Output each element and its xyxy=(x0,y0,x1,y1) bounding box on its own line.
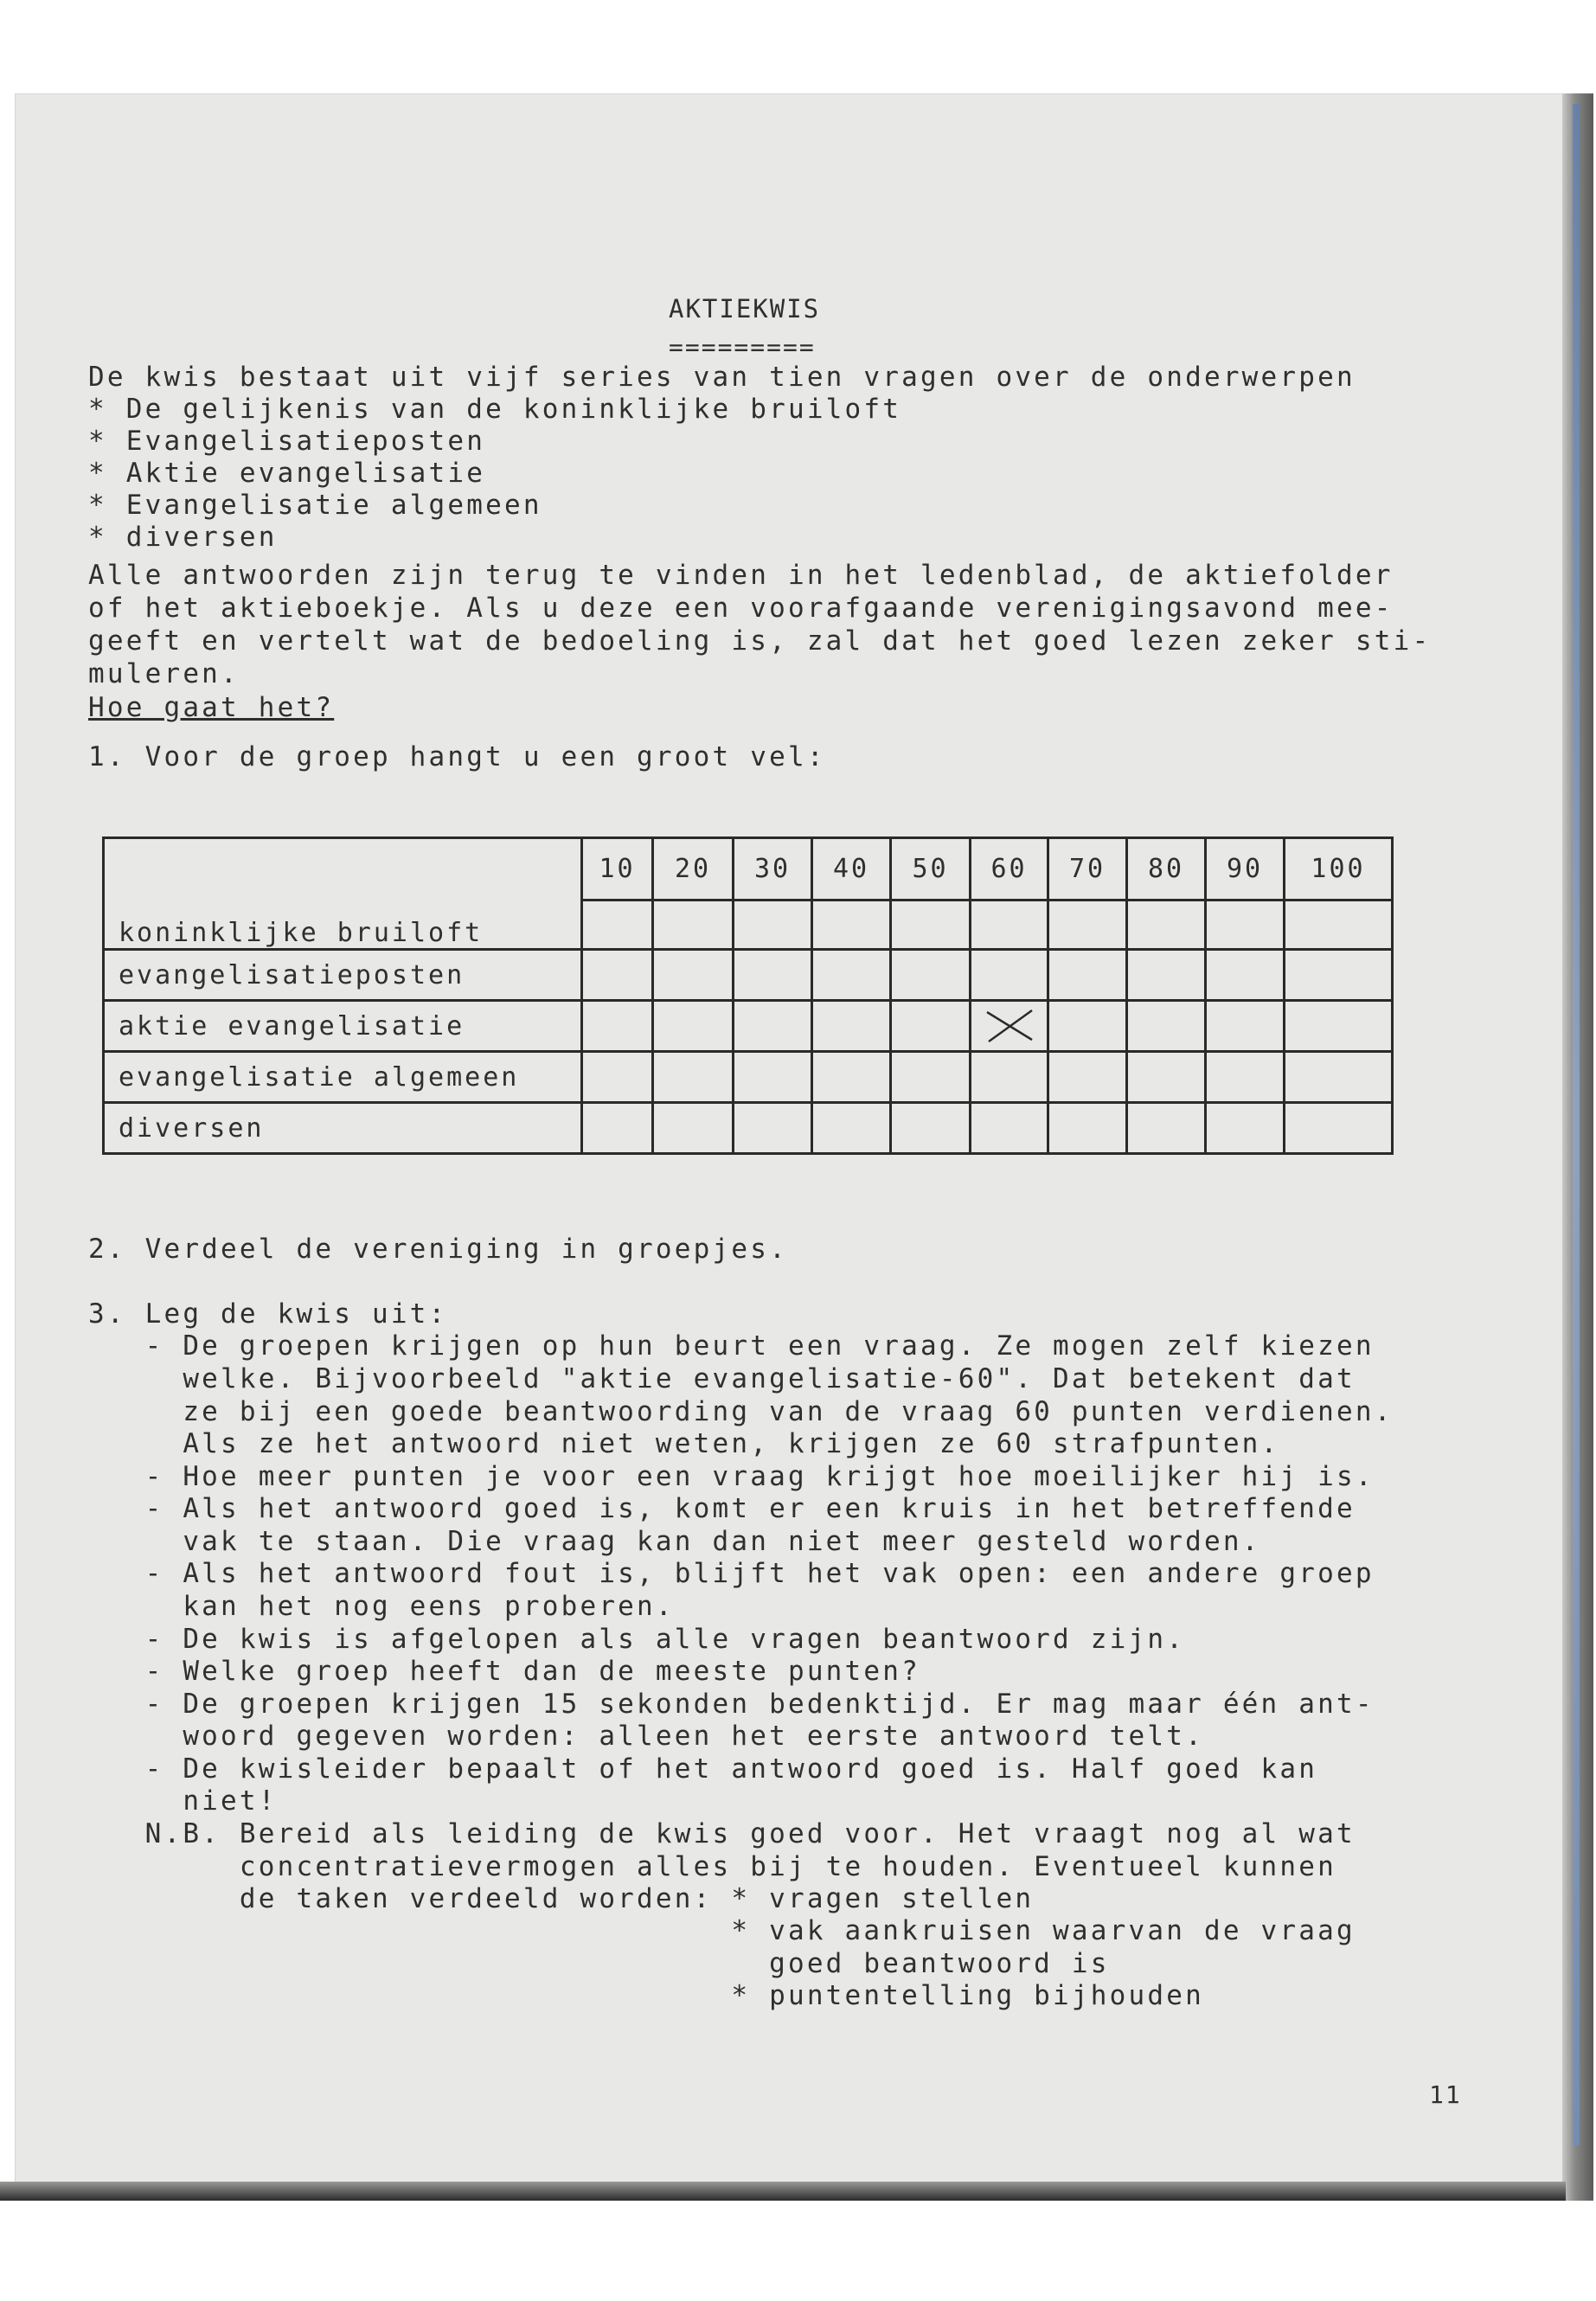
nb-line: * puntentelling bijhouden xyxy=(88,1980,1204,2011)
nb-line: N.B. Bereid als leiding de kwis goed voor. Het vraagt nog al wat xyxy=(88,1818,1356,1849)
points-header: 90 xyxy=(1206,838,1285,901)
paragraph-line: of het aktieboekje. Als u deze een voorafgaande verenigingsavond mee- xyxy=(88,593,1394,624)
step-3-line: - Als het antwoord goed is, komt er een kruis in het betreffende xyxy=(88,1493,1356,1524)
paragraph-line: geeft en vertelt wat de bedoeling is, zal dat het goed lezen zeker sti- xyxy=(88,625,1432,657)
nb-line: * vak aankruisen waarvan de vraag xyxy=(88,1915,1356,1946)
nb-line: de taken verdeeld worden: * vragen stellen xyxy=(88,1883,1035,1914)
points-header: 80 xyxy=(1127,838,1206,901)
document-title: AKTIEKWIS xyxy=(669,294,821,324)
step-3-line: woord gegeven worden: alleen het eerste antwoord telt. xyxy=(88,1721,1204,1752)
topic-item: * Aktie evangelisatie xyxy=(88,458,486,489)
step-3-line: - Hoe meer punten je voor een vraag krijgt hoe moeilijker hij is. xyxy=(88,1461,1375,1492)
cross-mark-icon xyxy=(984,1007,1035,1045)
nb-line: concentratievermogen alles bij te houden. Eventueel kunnen xyxy=(88,1851,1336,1882)
page-number: 11 xyxy=(1429,2080,1462,2109)
points-header: 50 xyxy=(891,838,971,901)
step-3-line: - De kwis is afgelopen als alle vragen beantwoord zijn. xyxy=(88,1624,1186,1655)
topic-item: * De gelijkenis van de koninklijke bruiloft xyxy=(88,394,902,425)
topic-item: * diversen xyxy=(88,522,278,553)
step-3-line: niet! xyxy=(88,1785,278,1817)
step-1: 1. Voor de groep hangt u een groot vel: xyxy=(88,741,826,772)
points-header: 40 xyxy=(812,838,891,901)
nb-line: goed beantwoord is xyxy=(88,1948,1110,1979)
step-3-line: vak te staan. Die vraag kan dan niet meer gesteld worden. xyxy=(88,1526,1261,1557)
row-label: aktie evangelisatie xyxy=(104,1001,582,1052)
points-header: 70 xyxy=(1048,838,1127,901)
subheading: Hoe gaat het? xyxy=(88,692,335,723)
title-underline: ========= xyxy=(669,333,816,362)
row-label: koninklijke bruiloft xyxy=(104,901,582,950)
topic-item: * Evangelisatieposten xyxy=(88,426,486,457)
step-3-line: welke. Bijvoorbeeld "aktie evangelisatie-60". Dat betekent dat xyxy=(88,1363,1356,1394)
step-3-line: - De groepen krijgen op hun beurt een vraag. Ze mogen zelf kiezen xyxy=(88,1330,1375,1362)
points-header: 20 xyxy=(653,838,734,901)
step-3-line: Als ze het antwoord niet weten, krijgen ze 60 strafpunten. xyxy=(88,1428,1280,1459)
step-3-line: - Welke groep heeft dan de meeste punten? xyxy=(88,1656,920,1687)
paragraph-line: muleren. xyxy=(88,658,240,689)
row-label: diversen xyxy=(104,1103,582,1154)
points-header: 100 xyxy=(1285,838,1393,901)
binder-edge xyxy=(1573,104,1580,2145)
step-2: 2. Verdeel de vereniging in groepjes. xyxy=(88,1234,788,1265)
topic-item: * Evangelisatie algemeen xyxy=(88,490,542,521)
grid-cell-marked xyxy=(971,1001,1048,1052)
paragraph-line: Alle antwoorden zijn terug te vinden in het ledenblad, de aktiefolder xyxy=(88,560,1394,591)
points-header: 60 xyxy=(971,838,1048,901)
step-3: 3. Leg de kwis uit: xyxy=(88,1298,448,1330)
grid-corner xyxy=(104,838,582,901)
page-edge-bottom xyxy=(0,2182,1566,2201)
quiz-grid xyxy=(102,836,1394,1155)
step-3-line: kan het nog eens proberen. xyxy=(88,1591,675,1622)
intro-text: De kwis bestaat uit vijf series van tien vragen over de onderwerpen xyxy=(88,362,1356,393)
row-label: evangelisatieposten xyxy=(104,950,582,1001)
step-3-line: - De groepen krijgen 15 sekonden bedenktijd. Er mag maar één ant- xyxy=(88,1689,1375,1720)
points-header: 10 xyxy=(582,838,653,901)
step-3-line: ze bij een goede beantwoording van de vraag 60 punten verdienen. xyxy=(88,1396,1394,1427)
step-3-line: - De kwisleider bepaalt of het antwoord goed is. Half goed kan xyxy=(88,1753,1318,1785)
row-label: evangelisatie algemeen xyxy=(104,1052,582,1103)
points-header: 30 xyxy=(734,838,812,901)
step-3-line: - Als het antwoord fout is, blijft het vak open: een andere groep xyxy=(88,1558,1375,1589)
